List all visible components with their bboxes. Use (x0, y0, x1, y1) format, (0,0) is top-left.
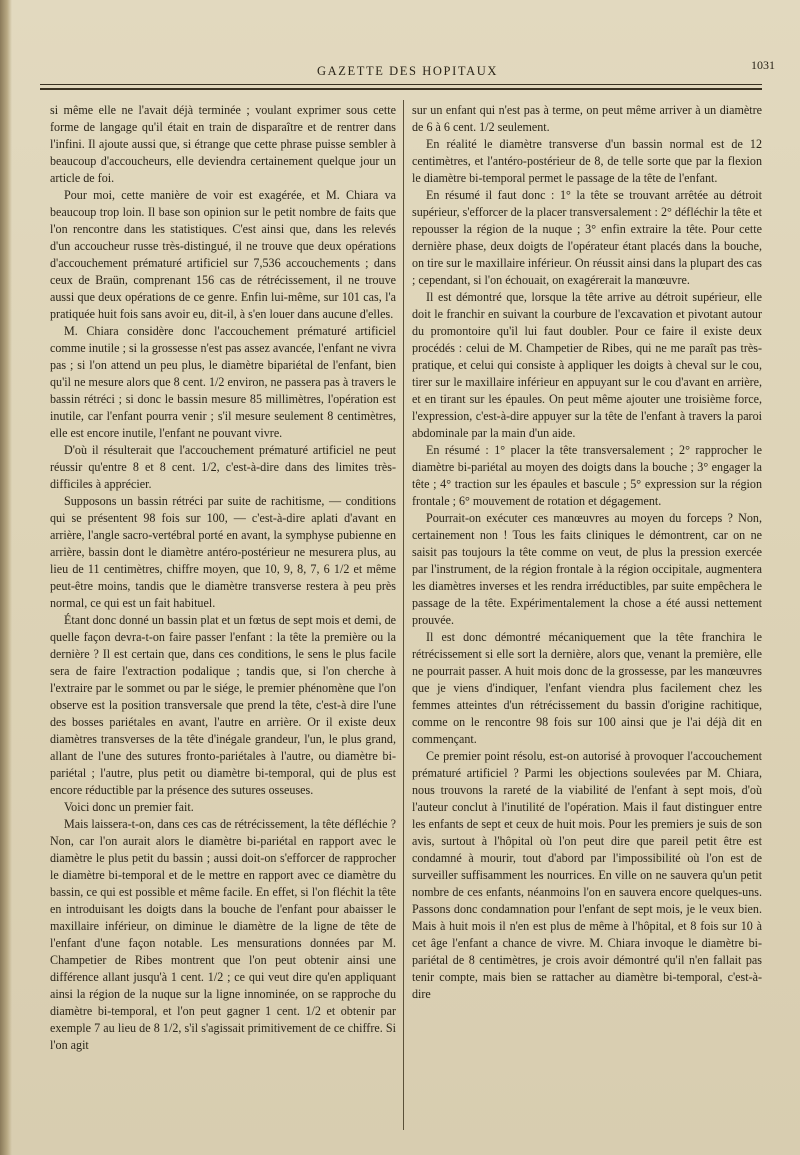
left-column (50, 102, 396, 1054)
paragraph: Étant donc donné un bassin plat et un fœtus de sept mois et demi, de quelle façon devra-t-on faire passer l'enfant : la tête la première ou la dernière ? Il est certain que, dans ces conditions, le sens le plus facile sera de faire l'extraction podalique ; tandis que, si l'on cherche à l'extraire par le sommet ou par le siége, le premier phénomène que l'on observe est la position transversale que prend la tête, c'est-à dire l'une des bosses pariétales en avant, l'autre en arrière. Or il existe deux diamètres transverses de la tête d'inégale grandeur, l'un, le plus grand, allant de l'une des sutures fronto-pariétales à l'autre, ou diamètre bi-pariétal ; l'autre, plus petit ou diamètre bi-temporal, qui de plus est encore réductible par la présence des sutures osseuses. (50, 613, 396, 797)
paragraph: Voici donc un premier fait. (64, 800, 194, 814)
running-title: GAZETTE DES HOPITAUX (317, 64, 498, 78)
column-divider (403, 100, 404, 1130)
paragraph: Il est donc démontré mécaniquement que la tête franchira le rétrécissement si elle sort la dernière, alors que, venant la première, elle ne pourrait passer. A huit mois donc de la grossesse, par les manœuvres que je viens d'indiquer, l'enfant viendra plus facilement chez les femmes atteintes d'un rétrécissement du bassin d'origine rachitique, comme on le rencontre 98 fois sur 100 ainsi que je l'ai déjà dit en commençant. (412, 630, 762, 746)
paragraph: D'où il résulterait que l'accouchement prématuré artificiel ne peut réussir qu'entre 8 et 8 cent. 1/2, c'est-à-dire dans des limites très-difficiles à apprécier. (50, 443, 396, 491)
page-number: 1031 (751, 58, 775, 72)
paragraph: En réalité le diamètre transverse d'un bassin normal est de 12 centimètres, et l'antéro-postérieur de 8, de telle sorte que par la flexion le diamètre bi-temporal permet le passage de la tête de l'enfant. (412, 137, 762, 185)
header-rule-thick (40, 88, 762, 90)
paragraph: Pourrait-on exécuter ces manœuvres au moyen du forceps ? Non, certainement non ! Tous les faits cliniques le démontrent, car on ne saisit pas toujours la tête comme on veut, de plus la pression exercée par l'instrument, de la région frontale à la région occipitale, augmentera les diamètres inverses et les rendra irréductibles, par suite empêchera le passage de la tête. Expérimentalement la chose a été aussi nettement prouvée. (412, 511, 762, 627)
header-rule-thin (40, 84, 762, 85)
paragraph: En résumé : 1° placer la tête transversalement ; 2° rapprocher le diamètre bi-pariétal au moyen des doigts dans la bouche ; 3° engager la tête ; 4° traction sur les épaules et bascule ; 5° expression sur la région frontale ; 6° mouvement de rotation et dégagement. (412, 443, 762, 508)
right-column (412, 102, 762, 1003)
paragraph: sur un enfant qui n'est pas à terme, on peut même arriver à un diamètre de 6 à 6 cent. 1/2 seulement. (412, 103, 762, 134)
paragraph: Supposons un bassin rétréci par suite de rachitisme, — conditions qui se présentent 98 fois sur 100, — c'est-à-dire aplati d'avant en arrière, l'angle sacro-vertébral porté en avant, la symphyse pubienne en arrière, bassin dont le diamètre antéro-postérieur ne mesurera plus, au lieu de 11 centimètres, chiffre moyen, que 10, 9, 8, 7, 6 1/2 et même peut-être moins, tandis que le diamètre transverse restera à peu près normal, ce qui est un fait habituel. (50, 494, 396, 610)
paragraph: M. Chiara considère donc l'accouchement prématuré artificiel comme inutile ; si la grossesse n'est pas assez avancée, l'enfant ne vivra pas ; si l'on attend un peu plus, le diamètre bipariétal de l'enfant, bien qu'il ne mesure alors que 8 cent. 1/2 environ, ne passera pas à travers le bassin rétréci ; si donc le bassin mesure 85 millimètres, l'opération est inutile, car l'enfant pourra venir ; s'il mesure seulement 8 centimètres, elle est encore inutile, l'enfant ne pouvant vivre. (50, 324, 396, 440)
paragraph: Il est démontré que, lorsque la tête arrive au détroit supérieur, elle doit le franchir en suivant la courbure de l'excavation et pivotant autour du promontoire qu'il lui faut doubler. Pour ce faire il existe deux procédés : celui de M. Champetier de Ribes, qui ne me paraît pas très-pratique, et celui qui consiste à appliquer les doigts à cheval sur le cou, tirer sur le maxillaire inférieur en appuyant sur le cou d'avant en arrière, et en tirant sur les épaules. On peut même ajouter une troisième force, l'expression, c'est-à-dire appuyer sur la tête de l'enfant à travers la paroi abdominale par la main d'un aide. (412, 290, 762, 440)
paragraph: Ce premier point résolu, est-on autorisé à provoquer l'accouchement prématuré artificiel ? Parmi les objections soulevées par M. Chiara, nous trouvons la rareté de la viabilité de l'enfant à sept mois, d'où l'auteur conclut à l'inutilité de l'opération. Mais il faut distinguer entre les enfants de sept et ceux de huit mois. Pour les premiers je suis de son avis, surtout à l'hôpital où l'on peut dire que pareil petit être est condamné à mourir, tout d'abord par l'impossibilité où l'on est de surveiller suffisamment les nourrices. En ville on ne sauvera qu'un petit nombre de ces enfants, néanmoins l'on en sauvera encore quelques-uns. Passons donc condamnation pour l'enfant de sept mois, je le veux bien. Mais à huit mois il n'en est plus de même à l'hôpital, et 8 fois sur 10 à cet âge l'enfant a chance de vivre. M. Chiara invoque le diamètre bi-pariétal de 8 centimètres, je crois avoir démontré qu'il n'en fallait pas tenir compte, mais bien se rattacher au diamètre bi-temporal, c'est-à-dire (412, 749, 762, 1001)
paragraph: Mais laissera-t-on, dans ces cas de rétrécissement, la tête défléchie ? Non, car l'on aurait alors le diamètre bi-pariétal en rapport avec le diamètre le plus petit du bassin ; aussi doit-on s'efforcer de rapprocher le diamètre bi-temporal et de le mettre en rapport avec ce diamètre du bassin, ce qui est possible et même facile. En effet, si l'on fléchit la tête en introduisant les doigts dans la bouche de l'enfant pour abaisser le maxillaire inférieur, on diminue le diamètre de la ligne de tête de l'enfant d'une façon notable. Les mensurations données par M. Champetier de Ribes montrent que l'on peut obtenir ainsi une différence allant jusqu'à 1 cent. 1/2 ; ce qui veut dire qu'en appliquant ainsi la région de la nuque sur la ligne innominée, on se rapproche du diamètre bi-temporal, et l'on peut gagner 1 cent. 1/2 et obtenir par exemple 7 au lieu de 8 1/2, s'il s'agissait primitivement de ce chiffre. Si l'on agit (50, 817, 396, 1052)
paragraph: Pour moi, cette manière de voir est exagérée, et M. Chiara va beaucoup trop loin. Il base son opinion sur le petit nombre de faits que l'on rencontre dans les statistiques. C'est ainsi que, dans les relevés d'un accoucheur russe très-distingué, il ne trouve que deux opérations d'accouchement prématuré artificiel sur 7,536 accouchements ; dans ceux de Braün, comprenant 156 cas de rétrécissement, il ne trouve aussi que deux opérations de ce genre. Enfin lui-même, sur 101 cas, l'a pratiquée huit fois sans avoir eu, dit-il, à s'en louer dans aucune d'elles. (50, 188, 396, 321)
paragraph: En résumé il faut donc : 1° la tête se trouvant arrêtée au détroit supérieur, s'efforcer de la placer transversalement : 2° défléchir la tête et repousser la région de la nuque ; 3° enfin extraire la tête. Pour cette dernière phase, deux doigts de l'opérateur étant placés dans la bouche, on tire sur le maxillaire inférieur. On réussit ainsi dans la plupart des cas ; cependant, si l'on échouait, on exagérerait la manœuvre. (412, 188, 762, 287)
paragraph: si même elle ne l'avait déjà terminée ; voulant exprimer sous cette forme de langage qu'il était en train de disparaître et de rentrer dans l'infini. Il ajoute aussi que, si étrange que cette phrase puisse sembler à beaucoup d'accoucheurs, elle deviendra certainement quelque jour un article de foi. (50, 103, 396, 185)
page-spine-shadow (0, 0, 12, 1155)
